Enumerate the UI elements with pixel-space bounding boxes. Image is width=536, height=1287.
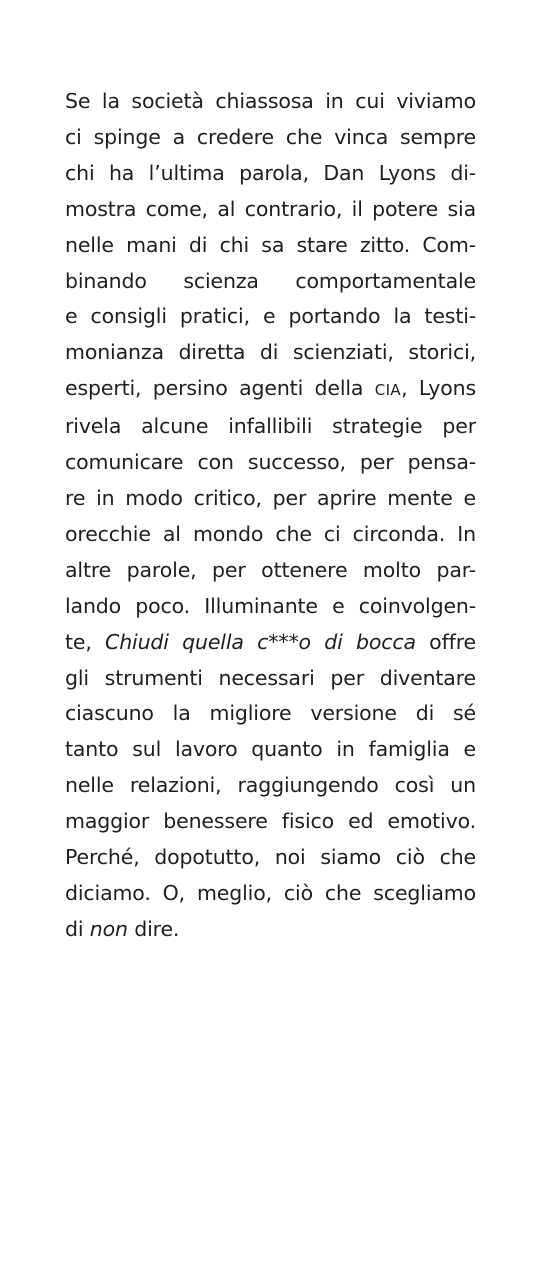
blurb-line: chi ha l’ultima parola, Dan Lyons di- [65, 160, 476, 185]
blurb-line: gli strumenti necessari per diventare [65, 665, 476, 690]
blurb-text: , Lyons [401, 376, 476, 401]
blurb-line: ciascuno la migliore versione di sé [65, 701, 476, 726]
blurb-line: diciamo. O, meglio, ciò che scegliamo [65, 880, 476, 905]
blurb-line: mostra come, al contrario, il potere sia [65, 196, 476, 221]
blurb-line: nelle relazioni, raggiungendo così un [65, 773, 476, 798]
blurb-line: maggior benessere fisico ed emotivo. [65, 809, 476, 834]
blurb-line: e consigli pratici, e portando la testi- [65, 304, 476, 329]
blurb-text: di [65, 916, 90, 941]
blurb-line: comunicare con successo, per pensa- [65, 450, 476, 475]
book-title: Chiudi quella c***o di bocca [105, 629, 416, 654]
cia-acronym: CIA [374, 381, 402, 400]
blurb-line: rivela alcune infallibili strategie per [65, 414, 476, 439]
blurb-line-title [65, 625, 476, 661]
blurb-line-last [65, 912, 476, 948]
blurb-text: offre [415, 629, 476, 654]
blurb-line: monianza diretta di scienziati, storici, [65, 340, 476, 365]
blurb-line: tanto sul lavoro quanto in famiglia e [65, 737, 476, 762]
blurb-line: nelle mani di chi sa stare zitto. Com- [65, 232, 476, 257]
blurb-text: esperti, persino agenti della [65, 376, 375, 401]
blurb-line: Perché, dopotutto, noi siamo ciò che [65, 845, 476, 870]
blurb-text: dire. [127, 916, 180, 941]
blurb-line: re in modo critico, per aprire mente e [65, 485, 476, 510]
blurb-line: orecchie al mondo che ci circonda. In [65, 521, 476, 546]
back-cover-blurb [65, 84, 476, 948]
blurb-line: altre parole, per ottenere molto par- [65, 557, 476, 582]
blurb-line: ci spinge a credere che vinca sempre [65, 124, 476, 149]
blurb-line-cia [65, 371, 476, 409]
blurb-line: lando poco. Illuminante e coinvolgen- [65, 593, 476, 618]
blurb-line: Se la società chiassosa in cui viviamo [65, 89, 476, 113]
emphasis-non: non [89, 916, 128, 941]
blurb-text: te, [65, 629, 106, 654]
blurb-line: binando scienza comportamentale [65, 268, 476, 293]
